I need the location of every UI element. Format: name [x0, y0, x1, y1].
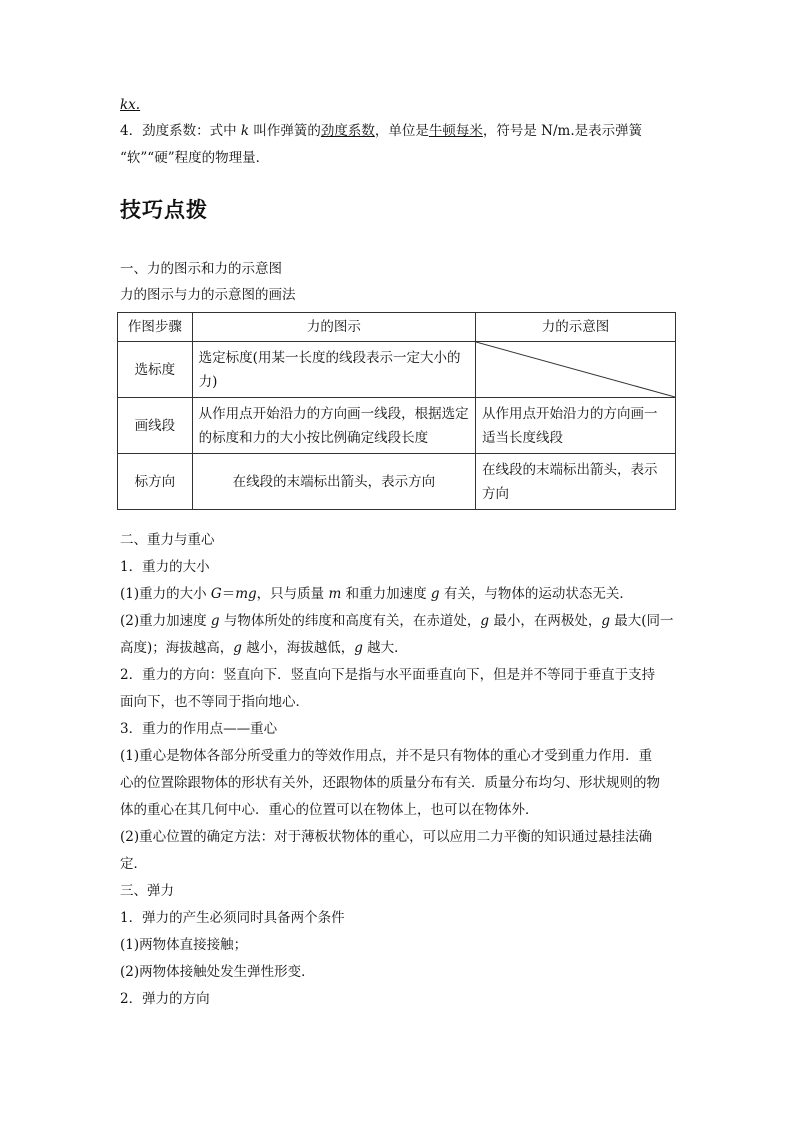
s2-t2-line1: 2．重力的方向：竖直向下．竖直向下是指与水平面垂直向下，但是并不等同于垂直于支持	[120, 667, 656, 683]
s3-t1: 1．弹力的产生必须同时具备两个条件	[120, 910, 345, 926]
header-cell: 力的图示	[192, 313, 475, 342]
s2-title: 二、重力与重心	[120, 532, 215, 548]
header-cell: 作图步骤	[118, 313, 193, 342]
table-row	[118, 398, 676, 454]
s2-p2-line1: (2)重力加速度 g 与物体所处的纬度和高度有关，在赤道处，g 最小，在两极处，g 最大(同一	[120, 613, 674, 629]
s2-p3-line3: 体的重心在其几何中心．重心的位置可以在物体上，也可以在物体外．	[120, 802, 539, 818]
s2-p2-line2: 高度)；海拔越高，g 越小，海拔越低，g 越大．	[120, 640, 408, 656]
section-title: 技巧点拨	[120, 198, 208, 222]
item-4-line-2: “软”“硬”程度的物理量．	[120, 150, 270, 166]
s2-p4-line1: (2)重心位置的确定方法：对于薄板状物体的重心，可以应用二力平衡的知识通过悬挂法确	[120, 829, 653, 845]
step-cell: 画线段	[118, 398, 193, 454]
diagram-cell: 从作用点开始沿力的方向画一线段，根据选定的标度和力的大小按比例确定线段长度	[192, 398, 475, 454]
table-row	[118, 342, 676, 398]
sketch-cell: 在线段的末端标出箭头，表示方向	[476, 454, 676, 510]
sketch-cell: 从作用点开始沿力的方向画一适当长度线段	[476, 398, 676, 454]
diagram-cell: 选定标度(用某一长度的线段表示一定大小的力)	[192, 342, 475, 398]
s2-p1: (1)重力的大小 G＝mg，只与质量 m 和重力加速度 g 有关，与物体的运动状态无关．	[120, 586, 633, 602]
s2-p4-line2: 定．	[120, 856, 147, 872]
header-cell: 力的示意图	[476, 313, 676, 342]
diagram-cell: 在线段的末端标出箭头，表示方向	[192, 454, 475, 510]
s2-p3-line2: 心的位置除跟物体的形状有关外，还跟物体的质量分布有关．质量分布均匀、形状规则的物	[120, 775, 660, 791]
step-cell: 标方向	[118, 454, 193, 510]
s1-subtitle: 力的图示与力的示意图的画法	[120, 287, 296, 303]
term-stiffness: 劲度系数	[320, 123, 375, 139]
table-header-row	[118, 313, 676, 342]
term-unit: 牛顿每米	[428, 123, 483, 139]
s2-p3-line1: (1)重心是物体各部分所受重力的等效作用点，并不是只有物体的重心才受到重力作用．重	[120, 748, 653, 764]
s2-t1: 1．重力的大小	[120, 559, 210, 575]
s3-title: 三、弹力	[120, 883, 174, 899]
diagonal-line	[476, 342, 675, 397]
step-cell: 选标度	[118, 342, 193, 398]
s2-t2-line2: 面向下，也不等同于指向地心．	[120, 694, 309, 710]
item-4-line-1: 4．劲度系数：式中 k 叫作弹簧的劲度系数，单位是牛顿每米，符号是 N/m.是表示弹簧	[120, 123, 643, 139]
empty-diagonal-cell	[476, 342, 676, 398]
s2-t3: 3．重力的作用点——重心	[120, 721, 278, 737]
s1-title: 一、力的图示和力的示意图	[120, 261, 282, 277]
comparison-table	[117, 312, 676, 510]
table-row	[118, 454, 676, 510]
formula-fragment: kx.	[120, 97, 141, 113]
s3-c2: (2)两物体接触处发生弹性形变．	[120, 964, 315, 980]
s3-t2: 2．弹力的方向	[120, 991, 210, 1007]
s3-c1: (1)两物体直接接触；	[120, 937, 248, 953]
